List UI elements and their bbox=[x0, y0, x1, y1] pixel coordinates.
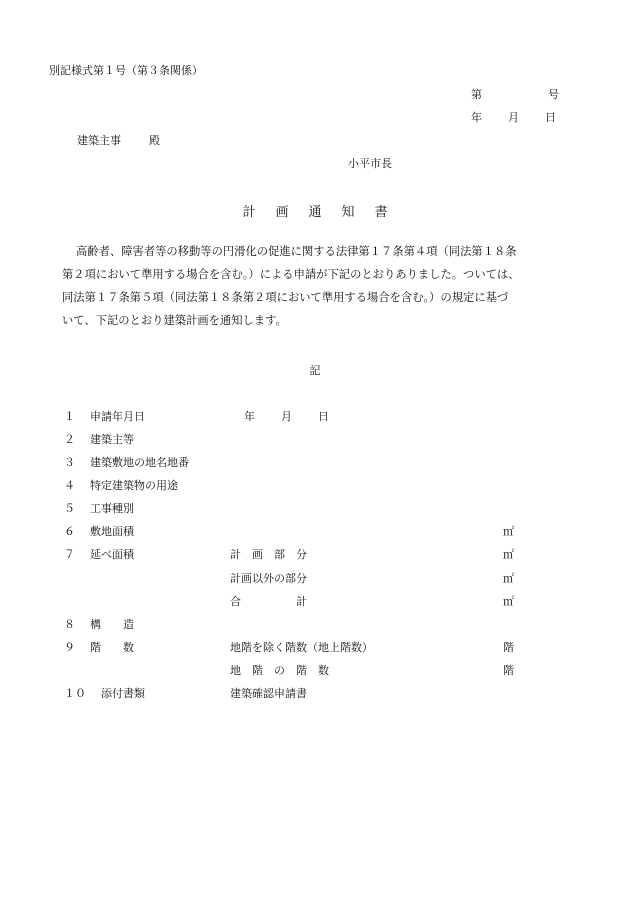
sub-item-label: 合 計 bbox=[230, 595, 307, 608]
document-title: 計画通知書 bbox=[242, 205, 408, 220]
item-number: １０ bbox=[64, 687, 86, 700]
item-number: ２ bbox=[64, 433, 75, 446]
item-label: 添付書類 bbox=[101, 687, 145, 700]
item-number: ７ bbox=[64, 548, 75, 561]
unit-label: ㎡ bbox=[503, 572, 514, 585]
addressee-honorific: 殿 bbox=[149, 134, 160, 147]
body-line: 同法第１７条第５項（同法第１８条第２項において準用する場合を含む。）の規定に基づ bbox=[62, 291, 509, 304]
item-number: ９ bbox=[64, 641, 75, 654]
application-date bbox=[244, 410, 329, 424]
unit-label: ㎡ bbox=[503, 525, 514, 538]
attached-document: 建築確認申請書 bbox=[230, 687, 307, 700]
body-line: 第２項において準用する場合を含む。）による申請が下記のとおりありました。ついては、 bbox=[62, 268, 520, 281]
application-date-year: 年 bbox=[244, 410, 255, 423]
issuer: 小平市長 bbox=[348, 157, 392, 170]
document-date-month: 月 bbox=[508, 111, 519, 124]
document-date bbox=[471, 111, 556, 125]
document-date-day: 日 bbox=[545, 111, 556, 124]
document-number-suffix: 号 bbox=[548, 88, 559, 101]
unit-label: 階 bbox=[503, 664, 514, 677]
unit-label: ㎡ bbox=[503, 595, 514, 608]
item-label: 階 数 bbox=[90, 641, 134, 654]
document-date-year: 年 bbox=[471, 111, 482, 124]
body-text bbox=[62, 240, 582, 332]
item-number: １ bbox=[64, 410, 75, 423]
body-line: 高齢者、障害者等の移動等の円滑化の促進に関する法律第１７条第４項（同法第１８条 bbox=[76, 245, 517, 258]
sub-item-label: 計画以外の部分 bbox=[230, 572, 307, 585]
body-line: いて、下記のとおり建築計画を通知します。 bbox=[62, 314, 287, 327]
application-date-day: 日 bbox=[318, 410, 329, 423]
item-label: 工事種別 bbox=[90, 502, 134, 515]
sub-item-label: 地 階 の 階 数 bbox=[230, 664, 329, 677]
unit-label: ㎡ bbox=[503, 548, 514, 561]
document-number-prefix: 第 bbox=[471, 88, 482, 101]
item-number: ４ bbox=[64, 479, 75, 492]
sub-item-label: 計 画 部 分 bbox=[230, 548, 307, 561]
item-label: 構 造 bbox=[90, 618, 134, 631]
item-number: ８ bbox=[64, 618, 75, 631]
addressee bbox=[77, 134, 160, 148]
item-number: ６ bbox=[64, 525, 75, 538]
item-label: 建築敷地の地名地番 bbox=[90, 456, 189, 469]
item-number: ５ bbox=[64, 502, 75, 515]
item-number: ３ bbox=[64, 456, 75, 469]
item-label: 特定建築物の用途 bbox=[90, 479, 178, 492]
sub-item-label: 地階を除く階数（地上階数） bbox=[230, 641, 373, 654]
addressee-name: 建築主事 bbox=[77, 134, 121, 147]
ki-heading: 記 bbox=[309, 364, 321, 377]
item-label: 建築主等 bbox=[90, 433, 134, 446]
item-label: 申請年月日 bbox=[90, 410, 145, 423]
application-date-month: 月 bbox=[281, 410, 292, 423]
form-label: 別記様式第１号（第３条関係） bbox=[49, 64, 203, 77]
item-label: 敷地面積 bbox=[90, 525, 134, 538]
document-number bbox=[471, 88, 559, 102]
item-label: 延べ面積 bbox=[90, 548, 134, 561]
unit-label: 階 bbox=[503, 641, 514, 654]
